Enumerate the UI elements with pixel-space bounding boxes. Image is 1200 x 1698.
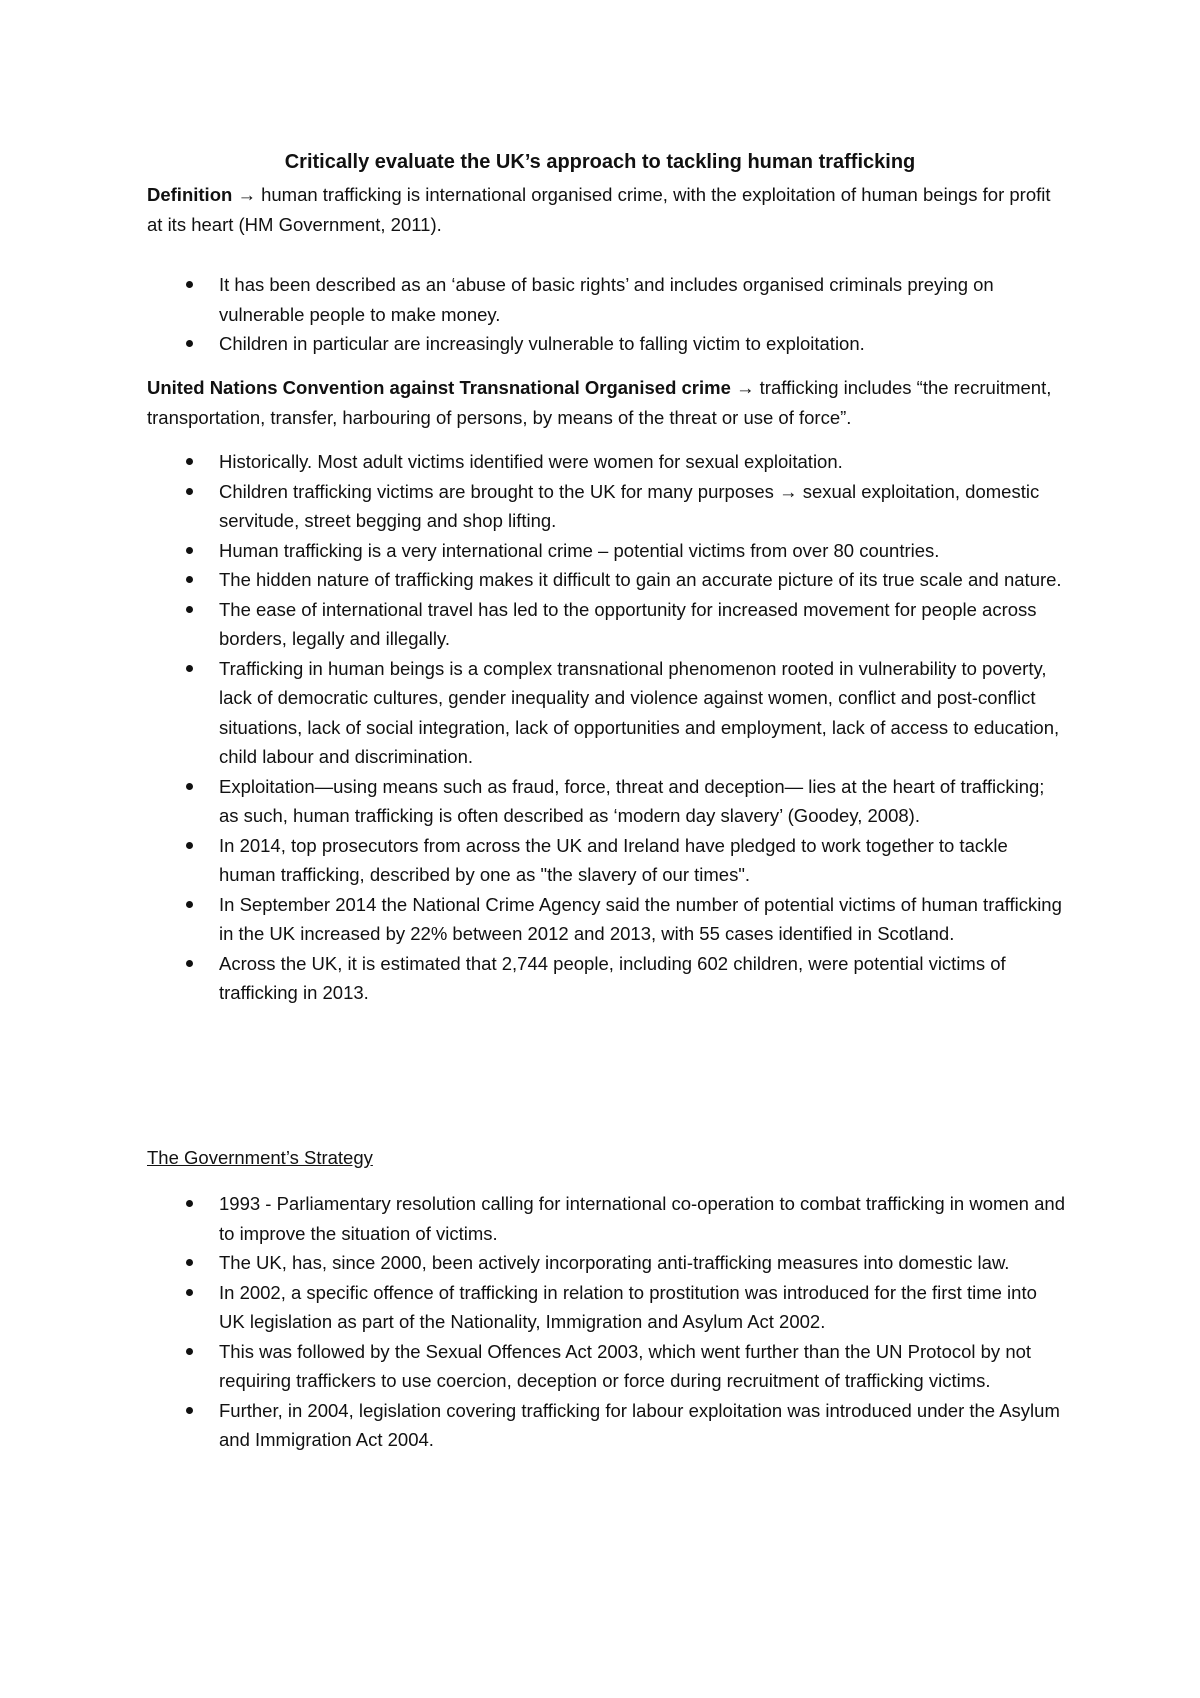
- arrow-right-icon: →: [736, 377, 755, 398]
- strategy-heading: The Government’s Strategy: [147, 1147, 373, 1168]
- list-item: Human trafficking is a very international crime – potential victims from over 80 countries.: [147, 536, 1067, 566]
- list-item: 1993 - Parliamentary resolution calling for international co-operation to combat trafficking in women and to improve the situation of victims.: [147, 1189, 1067, 1248]
- arrow-right-icon: →: [237, 184, 256, 205]
- definition-bullet-list: [147, 270, 1067, 359]
- list-item: In 2014, top prosecutors from across the UK and Ireland have pledged to work together to tackle human trafficking, described by one as "the slavery of our times".: [147, 831, 1067, 890]
- list-item: The ease of international travel has led to the opportunity for increased movement for people across borders, legally and illegally.: [147, 595, 1067, 654]
- un-convention-label: United Nations Convention against Transnational Organised crime: [147, 377, 731, 398]
- strategy-bullet-list: [147, 1189, 1067, 1455]
- un-convention-bullet-list: [147, 447, 1067, 1008]
- definition-paragraph: [147, 180, 1067, 239]
- list-item: Trafficking in human beings is a complex transnational phenomenon rooted in vulnerability to poverty, lack of democratic cultures, gender inequality and violence against women, conflict and post-conflict situations, lack of social integration, lack of opportunities and employment, lack of access to education, child labour and discrimination.: [147, 654, 1067, 772]
- list-item: In 2002, a specific offence of trafficking in relation to prostitution was introduced for the first time into UK legislation as part of the Nationality, Immigration and Asylum Act 2002.: [147, 1278, 1067, 1337]
- list-item: Exploitation—using means such as fraud, force, threat and deception— lies at the heart of trafficking; as such, human trafficking is often described as ‘modern day slavery’ (Goodey, 2008).: [147, 772, 1067, 831]
- list-item: Further, in 2004, legislation covering trafficking for labour exploitation was introduced under the Asylum and Immigration Act 2004.: [147, 1396, 1067, 1455]
- list-item: This was followed by the Sexual Offences Act 2003, which went further than the UN Protocol by not requiring traffickers to use coercion, deception or force during recruitment of trafficking victims.: [147, 1337, 1067, 1396]
- list-item: Across the UK, it is estimated that 2,744 people, including 602 children, were potential victims of trafficking in 2013.: [147, 949, 1067, 1008]
- un-convention-paragraph: [147, 373, 1067, 432]
- list-item: Children in particular are increasingly vulnerable to falling victim to exploitation.: [147, 329, 1067, 359]
- list-item: The UK, has, since 2000, been actively incorporating anti-trafficking measures into domestic law.: [147, 1248, 1067, 1278]
- definition-text: human trafficking is international organised crime, with the exploitation of human beings for profit at its heart (HM Government, 2011).: [147, 184, 1051, 235]
- un-convention-text: trafficking includes “the recruitment, transportation, transfer, harbouring of persons, by means of the threat or use of force”.: [147, 377, 1052, 428]
- list-item: The hidden nature of trafficking makes it difficult to gain an accurate picture of its true scale and nature.: [147, 565, 1067, 595]
- list-item: Children trafficking victims are brought to the UK for many purposes → sexual exploitation, domestic servitude, street begging and shop lifting.: [147, 477, 1067, 536]
- list-item: It has been described as an ‘abuse of basic rights’ and includes organised criminals preying on vulnerable people to make money.: [147, 270, 1067, 329]
- page-title: Critically evaluate the UK’s approach to tackling human trafficking: [284, 151, 916, 173]
- list-item: Historically. Most adult victims identified were women for sexual exploitation.: [147, 447, 1067, 477]
- definition-label: Definition: [147, 184, 233, 205]
- list-item: In September 2014 the National Crime Agency said the number of potential victims of human trafficking in the UK increased by 22% between 2012 and 2013, with 55 cases identified in Scotland.: [147, 890, 1067, 949]
